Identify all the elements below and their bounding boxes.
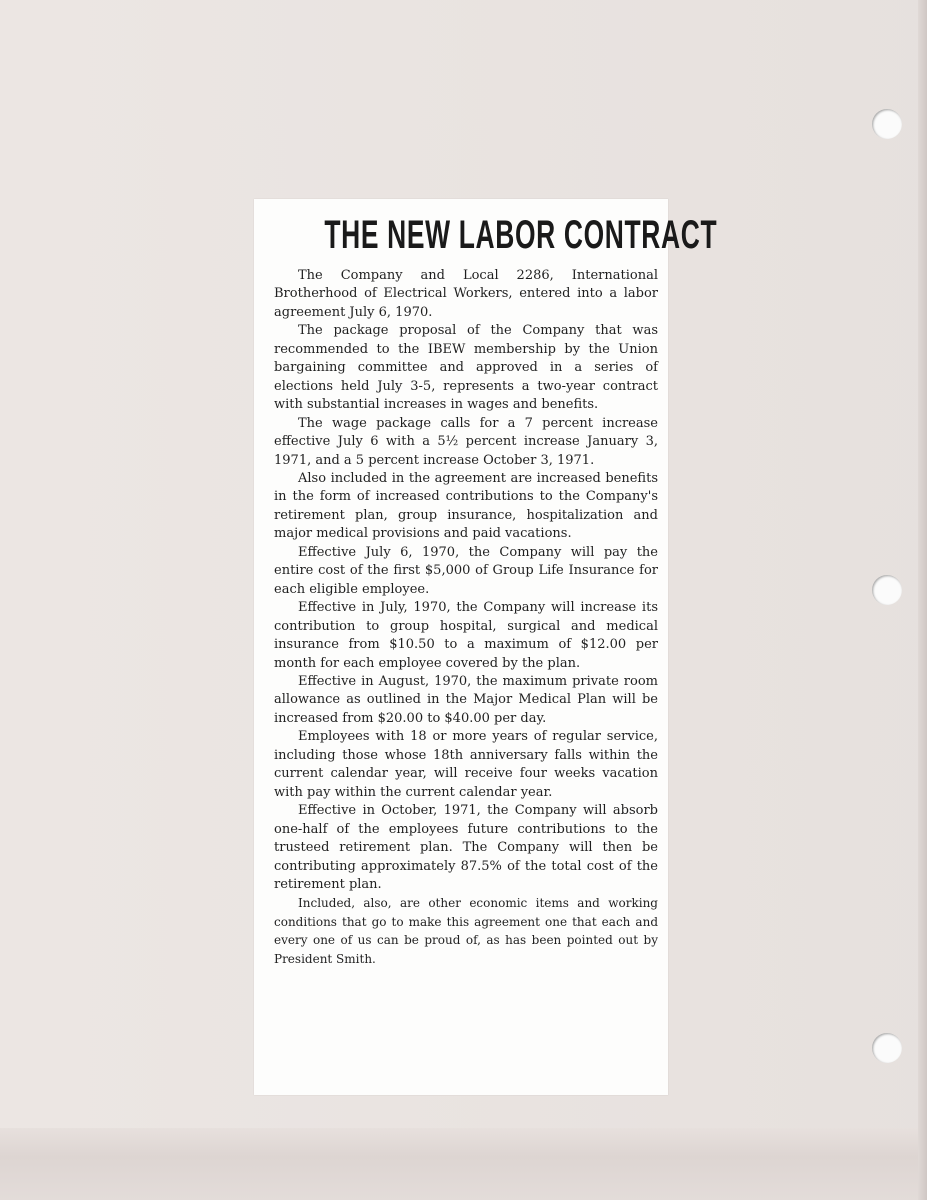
article-paragraph-8: Employees with 18 or more years of regular service, including those whose 18th anniversary falls within the current calendar year, will receive four weeks vacation with pay within the current calendar year. <box>274 729 658 800</box>
article-body <box>274 267 658 968</box>
article-paragraph-3: The wage package calls for a 7 percent increase effective July 6 with a 5½ percent increase January 3, 1971, and a 5 percent increase October 3, 1971. <box>274 415 658 468</box>
article-paragraph-1: The Company and Local 2286, International Brotherhood of Electrical Workers, entered into a labor agreement July 6, 1970. <box>274 268 658 320</box>
punch-hole-top <box>872 109 902 139</box>
article-paragraph-10: Included, also, are other economic items and working conditions that go to make this agreement one that each and every one of us can be proud of, as has been pointed out by President Smith. <box>274 896 658 966</box>
punch-hole-middle <box>872 575 902 605</box>
article-paragraph-7: Effective in August, 1970, the maximum private room allowance as outlined in the Major Medical Plan will be increased from $20.00 to $40.00 per day. <box>274 673 658 726</box>
punch-hole-bottom <box>872 1033 902 1063</box>
article-paragraph-5: Effective July 6, 1970, the Company will pay the entire cost of the first $5,000 of Group Life Insurance for each eligible employee. <box>274 544 658 597</box>
article-paragraph-6: Effective in July, 1970, the Company will increase its contribution to group hospital, surgical and medical insurance from $10.50 to a maximum of $12.00 per month for each employee covered by the plan. <box>274 600 658 671</box>
article-paragraph-2: The package proposal of the Company that was recommended to the IBEW membership by the Union bargaining committee and approved in a series of elections held July 3-5, represents a two-year contract with substantial increases in wages and benefits. <box>274 323 658 413</box>
article-paragraph-4: Also included in the agreement are increased benefits in the form of increased contributions to the Company's retirement plan, group insurance, hospitalization and major medical provisions and paid vacations. <box>274 470 658 542</box>
article-paragraph-9: Effective in October, 1971, the Company will absorb one-half of the employees future contributions to the trusteed retirement plan. The Company will then be contributing approximately 87.5% of the total cost of the retirement plan. <box>274 803 658 892</box>
article-headline: THE NEW LABOR CONTRACT <box>324 213 718 257</box>
page-right-edge <box>918 0 927 1200</box>
newspaper-clipping <box>254 199 718 1095</box>
page-bottom-fold <box>0 1128 927 1200</box>
